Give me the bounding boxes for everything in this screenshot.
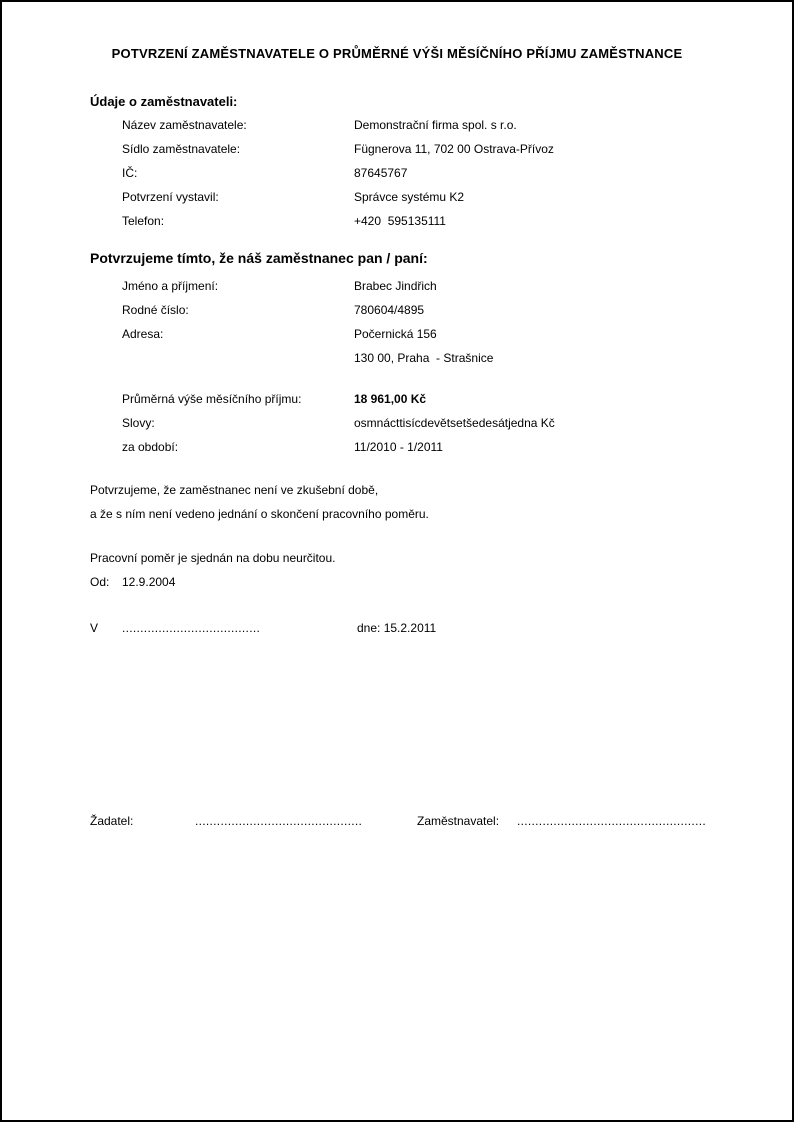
field-label: Jméno a příjmení:	[122, 279, 219, 293]
place-date-row	[90, 620, 436, 636]
employer-row-ico	[122, 165, 782, 181]
signatures-row	[90, 813, 706, 829]
field-value: Správce systému K2	[354, 190, 465, 204]
field-value: Počernická 156	[354, 327, 437, 341]
from-label: Od:	[90, 575, 110, 589]
place-label: V	[90, 621, 99, 635]
field-value: 130 00, Praha - Strašnice	[354, 351, 494, 365]
employee-row-birth-number	[122, 302, 782, 318]
employer-row-issuer	[122, 189, 782, 205]
statement-line-3: Pracovní poměr je sjednán na dobu neurčitou.	[90, 551, 336, 565]
employer-label: Zaměstnavatel:	[417, 814, 500, 828]
field-label: Telefon:	[122, 214, 165, 228]
place-dotted-line: ......................................	[122, 621, 261, 635]
field-value: 11/2010 - 1/2011	[354, 440, 443, 454]
applicant-label: Žadatel:	[90, 814, 134, 828]
from-value: 12.9.2004	[122, 575, 176, 589]
employment-from-row	[90, 574, 175, 590]
field-value: Demonstrační firma spol. s r.o.	[354, 118, 517, 132]
employer-row-address	[122, 141, 782, 157]
field-value: Brabec Jindřich	[354, 279, 437, 293]
date-label: dne:	[357, 621, 381, 635]
employer-section-heading: Údaje o zaměstnavateli:	[90, 94, 238, 109]
employee-row-address-line2	[122, 350, 782, 366]
field-label: Rodné číslo:	[122, 303, 189, 317]
applicant-signature-line: ..............................................	[195, 814, 363, 828]
field-value: 780604/4895	[354, 303, 425, 317]
field-value: 87645767	[354, 166, 408, 180]
field-value: +420 595135111	[354, 214, 446, 228]
income-row-words	[122, 415, 782, 431]
field-label: Název zaměstnavatele:	[122, 118, 247, 132]
document-title: POTVRZENÍ ZAMĚSTNAVATELE O PRŮMĚRNÉ VÝŠI MĚSÍČNÍHO PŘÍJMU ZAMĚSTNANCE	[111, 46, 683, 61]
employee-row-name	[122, 278, 782, 294]
field-label: IČ:	[122, 166, 138, 180]
field-value: osmnácttisícdevětsetšedesátjedna Kč	[354, 416, 555, 430]
employer-row-name	[122, 117, 782, 133]
employee-row-address-line1	[122, 326, 782, 342]
income-row-period	[122, 439, 782, 455]
employer-signature-line: ....................................................	[517, 814, 706, 828]
employer-row-phone	[122, 213, 782, 229]
income-row-average	[122, 391, 782, 407]
statement-line-2: a že s ním není vedeno jednání o skončení pracovního poměru.	[90, 507, 429, 521]
field-label: Adresa:	[122, 327, 164, 341]
statement-line-1: Potvrzujeme, že zaměstnanec není ve zkušební době,	[90, 483, 379, 497]
field-label: Slovy:	[122, 416, 155, 430]
average-income-value: 18 961,00 Kč	[354, 392, 427, 406]
employee-section-heading: Potvrzujeme tímto, že náš zaměstnanec pan / paní:	[90, 250, 428, 266]
field-label	[122, 350, 354, 366]
field-label: za období:	[122, 440, 179, 454]
field-label: Sídlo zaměstnavatele:	[122, 142, 241, 156]
field-label: Průměrná výše měsíčního příjmu:	[122, 392, 302, 406]
date-value: 15.2.2011	[383, 621, 437, 635]
field-label: Potvrzení vystavil:	[122, 190, 219, 204]
field-value: Fügnerova 11, 702 00 Ostrava-Přívoz	[354, 142, 554, 156]
